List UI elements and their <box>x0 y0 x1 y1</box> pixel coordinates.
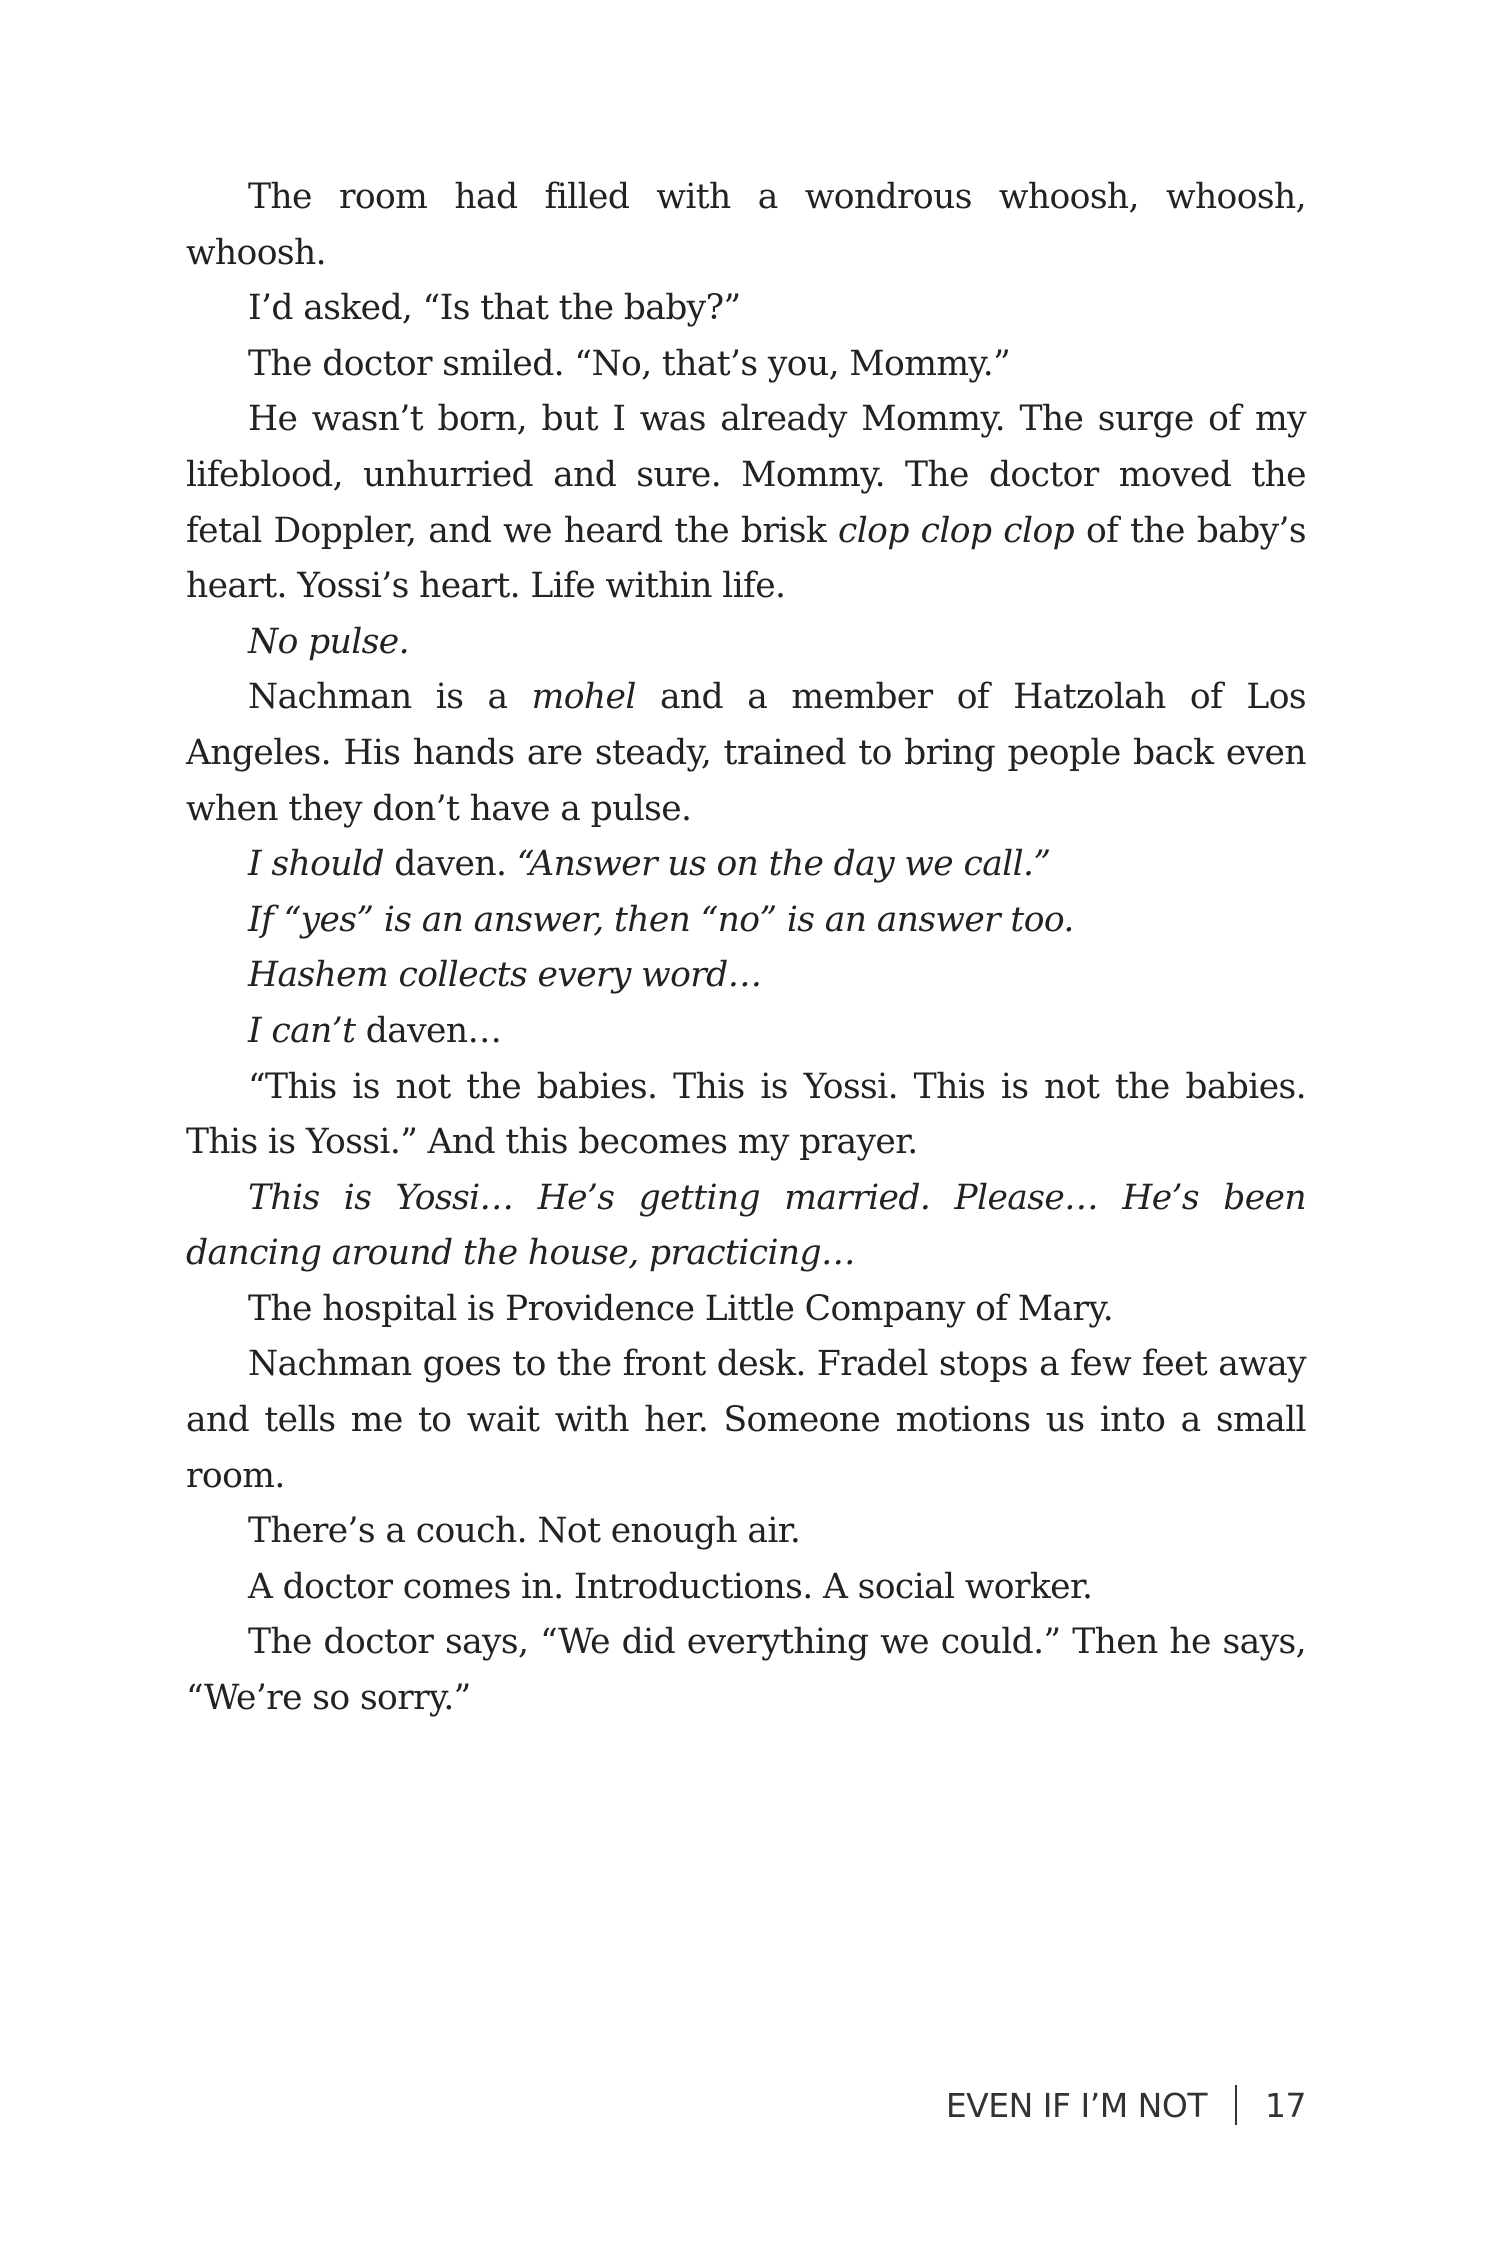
paragraph <box>186 281 1306 337</box>
italic-text: I should <box>248 844 384 885</box>
paragraph-text: He wasn’t born, but I was already Mommy. The surge of my lifeblood, unhurried and sure. Mommy. The doctor moved the fetal Doppler, and we heard the brisk <box>186 399 1306 551</box>
italic-text: “Answer us on the day we call.” <box>516 844 1051 885</box>
paragraph <box>186 1282 1306 1338</box>
paragraph <box>186 615 1306 671</box>
paragraph <box>186 1504 1306 1560</box>
paragraph <box>186 392 1306 614</box>
paragraph <box>186 1560 1306 1616</box>
paragraph-text: daven… <box>355 1010 502 1051</box>
paragraph <box>186 1337 1306 1504</box>
paragraph <box>186 1171 1306 1282</box>
running-head: EVEN IF I’M NOT <box>945 2085 1207 2125</box>
paragraph-text: I’d asked, “Is that the baby?” <box>248 288 741 329</box>
paragraph-text: Nachman is a <box>248 677 532 718</box>
paragraph-text: Nachman goes to the front desk. Fradel stops a few feet away and tells me to wait with her. Someone motions us into a small room. <box>186 1344 1306 1496</box>
paragraph-text: “This is not the babies. This is Yossi. This is not the babies. This is Yossi.” And this becomes my prayer. <box>186 1066 1306 1163</box>
italic-text: mohel <box>531 677 636 718</box>
paragraph <box>186 170 1306 281</box>
paragraph <box>186 337 1306 393</box>
italic-text: No pulse. <box>248 621 409 662</box>
paragraph-text: and a member of Hatzolah of Los Angeles. His hands are steady, trained to bring people back even when they don’t have a pulse. <box>186 677 1306 829</box>
paragraph-text: The hospital is Providence Little Company of Mary. <box>248 1288 1114 1329</box>
italic-text: If “yes” is an answer, then “no” is an answer too. <box>248 899 1074 940</box>
paragraph-text: A doctor comes in. Introductions. A social worker. <box>248 1566 1093 1607</box>
paragraph <box>186 670 1306 837</box>
body-text <box>186 170 1306 1727</box>
paragraph-text: of the baby’s heart. Yossi’s heart. Life within life. <box>186 510 1306 607</box>
paragraph-text: The doctor smiled. “No, that’s you, Mommy.” <box>248 343 1011 384</box>
paragraph-text: The room had filled with a wondrous whoosh, whoosh, whoosh. <box>186 177 1306 273</box>
footer-divider <box>1235 2085 1237 2125</box>
paragraph <box>186 893 1306 949</box>
paragraph-text: daven. <box>383 844 517 885</box>
paragraph <box>186 837 1306 893</box>
paragraph-text: There’s a couch. Not enough air. <box>248 1511 801 1552</box>
italic-text: This is Yossi… He’s getting married. Please… He’s been dancing around the house, practicing… <box>186 1177 1306 1274</box>
italic-text: I can’t <box>248 1010 356 1051</box>
paragraph <box>186 1615 1306 1726</box>
page-footer <box>946 2082 1306 2128</box>
paragraph <box>186 1004 1306 1060</box>
page-number: 17 <box>1265 2085 1306 2125</box>
paragraph <box>186 1060 1306 1171</box>
paragraph <box>186 948 1306 1004</box>
paragraph-text: The doctor says, “We did everything we could.” Then he says, “We’re so sorry.” <box>186 1622 1306 1719</box>
italic-text: Hashem collects every word… <box>248 955 762 996</box>
italic-text: clop clop clop <box>838 510 1075 551</box>
